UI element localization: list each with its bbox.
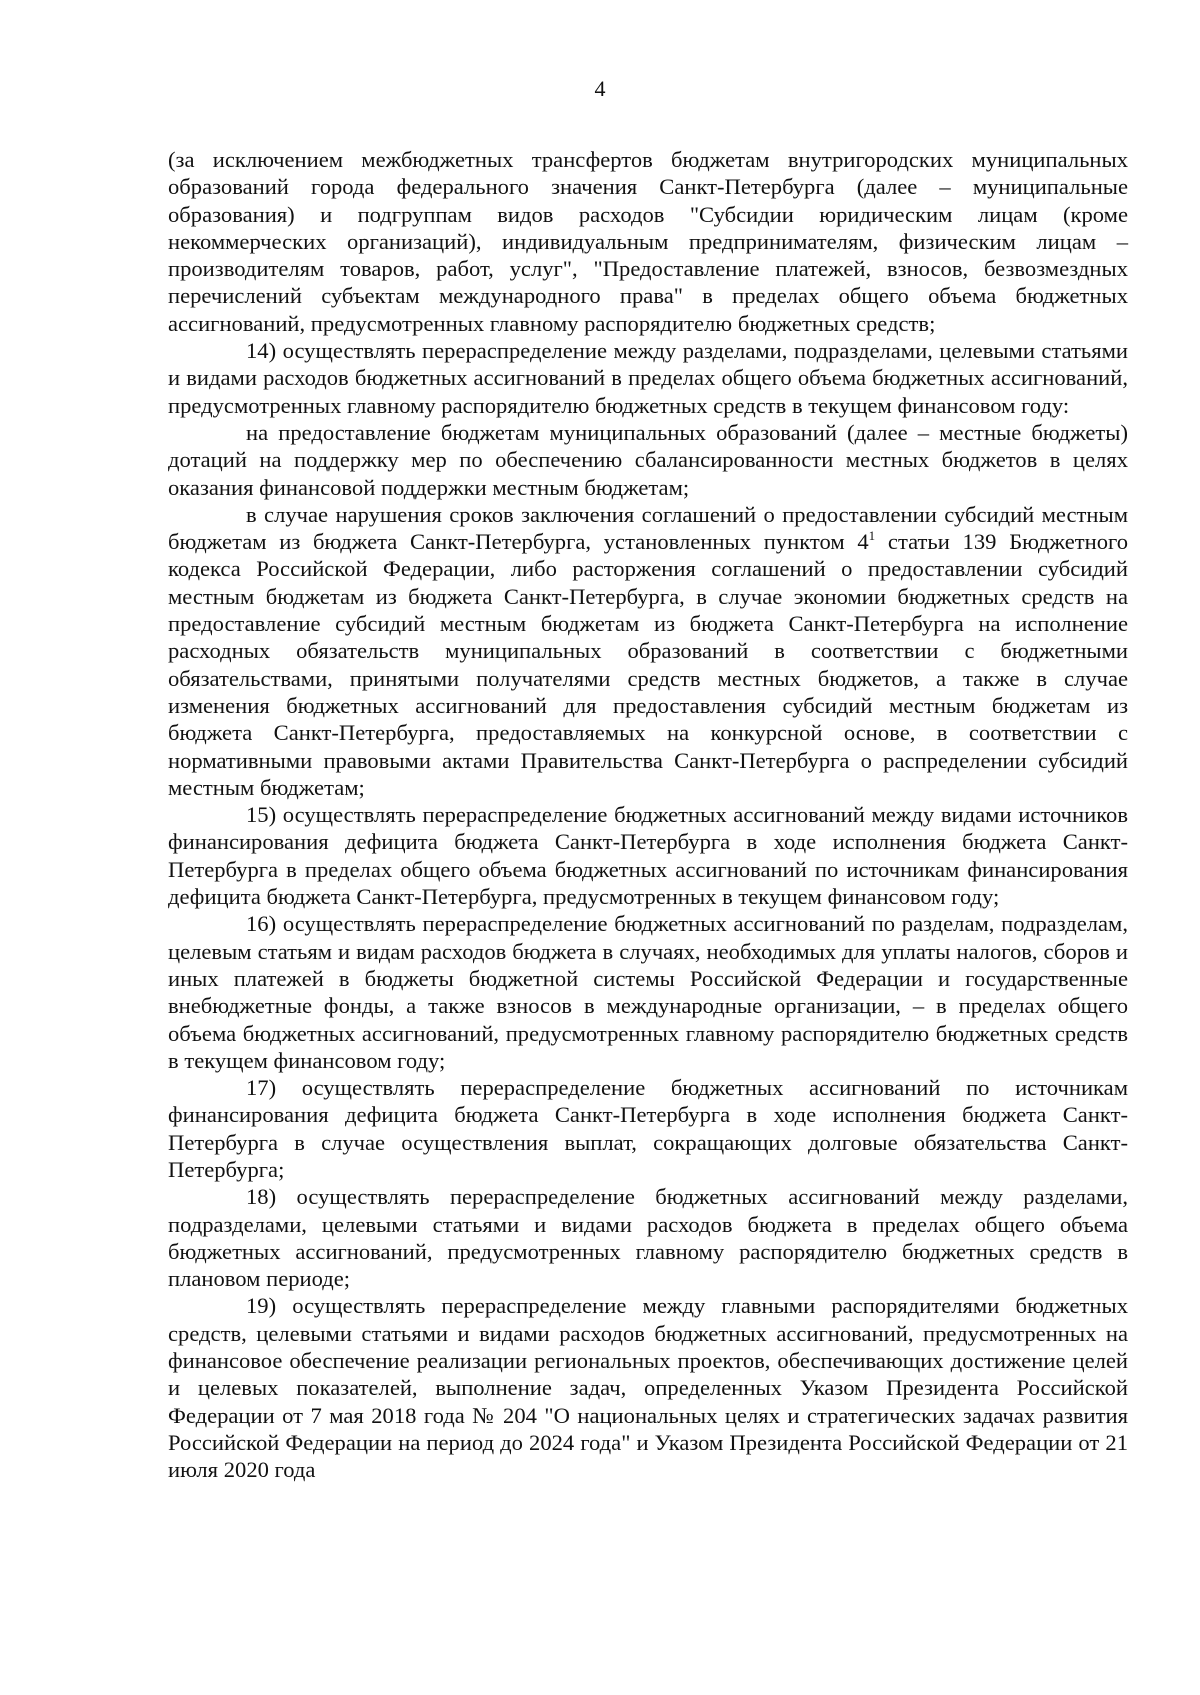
paragraph-item-14: 14) осуществлять перераспределение между разделами, подразделами, целевыми статьями и видами расходов бюджетных ассигнований в пределах общего объема бюджетных ассигнований, предусмотренных главному распорядителю бюджетных средств в текущем финансовом году: xyxy=(168,338,1128,418)
paragraph-subsidy-violation-start: в случае нарушения сроков заключения соглашений о предоставлении субсидий местным бюджетам из бюджета Санкт-Петербурга, установленных пунктом 4 xyxy=(168,501,1128,555)
document-body xyxy=(168,146,1128,1484)
paragraph-continuation: (за исключением межбюджетных трансфертов бюджетам внутригородских муниципальных образований города федерального значения Санкт-Петербурга (далее – муниципальные образования) и подгруппам видов расходов "Субсидии юридическим лицам (кроме некоммерческих организаций), индивидуальным предпринимателям, физическим лицам – производителям товаров, работ, услуг", "Предоставление платежей, взносов, безвозмездных перечислений субъектам международного права" в пределах общего объема бюджетных ассигнований, предусмотренных главному распорядителю бюджетных средств; xyxy=(168,147,1128,336)
paragraph-subsidy-violation-rest: статьи 139 Бюджетного кодекса Российской Федерации, либо расторжения соглашений о предоставлении субсидий местным бюджетам из бюджета Санкт-Петербурга, в случае экономии бюджетных средств на предоставление субсидий местным бюджетам из бюджета Санкт-Петербурга на исполнение расходных обязательств муниципальных образований в соответствии с бюджетными обязательствами, принятыми получателями средств местных бюджетов, а также в случае изменения бюджетных ассигнований для предоставления субсидий местным бюджетам из бюджета Санкт-Петербурга, предоставляемых на конкурсной основе, в соответствии с нормативными правовыми актами Правительства Санкт-Петербурга о распределении субсидий местным бюджетам; xyxy=(168,529,1128,800)
paragraph-subsidy-violation xyxy=(168,501,1128,801)
paragraph-item-17: 17) осуществлять перераспределение бюджетных ассигнований по источникам финансирования дефицита бюджета Санкт-Петербурга в ходе исполнения бюджета Санкт-Петербурга в случае осуществления выплат, сокращающих долговые обязательства Санкт-Петербурга; xyxy=(168,1075,1128,1182)
paragraph-item-18: 18) осуществлять перераспределение бюджетных ассигнований между разделами, подразделами, целевыми статьями и видами расходов бюджета в пределах общего объема бюджетных ассигнований, предусмотренных главному распорядителю бюджетных средств в плановом периоде; xyxy=(168,1184,1128,1292)
paragraph-subsidy-dotations: на предоставление бюджетам муниципальных образований (далее – местные бюджеты) дотаций на поддержку мер по обеспечению сбалансированности местных бюджетов в целях оказания финансовой поддержки местным бюджетам; xyxy=(168,419,1128,500)
superscript-1: 1 xyxy=(868,528,876,544)
paragraph-item-16: 16) осуществлять перераспределение бюджетных ассигнований по разделам, подразделам, целевым статьям и видам расходов бюджета в случаях, необходимых для уплаты налогов, сборов и иных платежей в бюджеты бюджетной системы Российской Федерации и государственные внебюджетные фонды, а также взносов в международные организации, – в пределах общего объема бюджетных ассигнований, предусмотренных главному распорядителю бюджетных средств в текущем финансовом году; xyxy=(168,911,1128,1073)
paragraph-item-15: 15) осуществлять перераспределение бюджетных ассигнований между видами источников финансирования дефицита бюджета Санкт-Петербурга в ходе исполнения бюджета Санкт-Петербурга в пределах общего объема бюджетных ассигнований по источникам финансирования дефицита бюджета Санкт-Петербурга, предусмотренных в текущем финансовом году; xyxy=(168,802,1128,910)
paragraph-item-19: 19) осуществлять перераспределение между главными распорядителями бюджетных средств, целевыми статьями и видами расходов бюджетных ассигнований, предусмотренных на финансовое обеспечение реализации региональных проектов, обеспечивающих достижение целей и целевых показателей, выполнение задач, определенных Указом Президента Российской Федерации от 7 мая 2018 года № 204 "О национальных целях и стратегических задачах развития Российской Федерации на период до 2024 года" и Указом Президента Российской Федерации от 21 июля 2020 года xyxy=(168,1293,1128,1483)
page-number: 4 xyxy=(594,76,606,101)
